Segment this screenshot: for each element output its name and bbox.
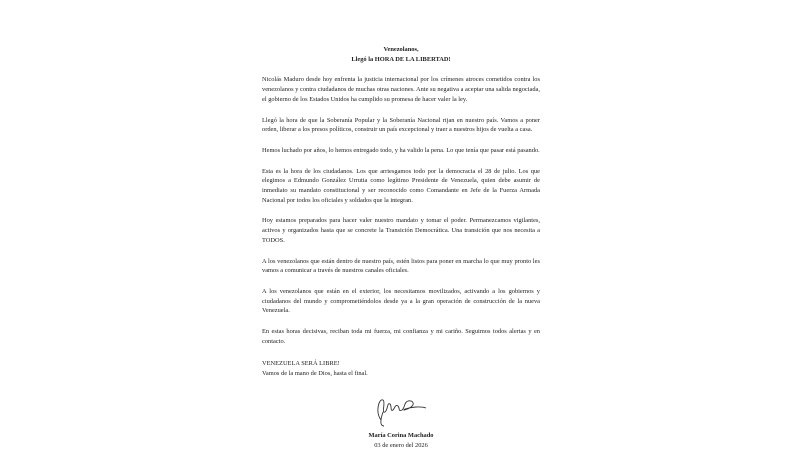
- paragraph: A los venezolanos que están dentro de nuestro país, estén listos para poner en marcha lo que muy pronto les vamos a comunicar a través de nuestros canales oficiales.: [262, 257, 540, 275]
- paragraph: A los venezolanos que están en el exterior, los necesitamos movilizados, activando a los gobiernos y ciudadanos del mundo y comprometiéndolos desde ya a la gran operación de construcción de la nueva Venezuela.: [262, 287, 540, 315]
- paragraph: Esta es la hora de los ciudadanos. Los que arriesgamos todo por la democracia el 28 de julio. Los que elegimos a Edmundo González Urrutia como legítimo Presidente de Venezuela, quien debe asumir de inmediato su mandato constitucional y ser reconocido como Comandante en Jefe de la Fuerza Armada Nacional por todos los oficiales y soldados que la integran.: [262, 167, 540, 204]
- paragraph: Llegó la hora de que la Soberanía Popular y la Soberanía Nacional rijan en nuestro país. Vamos a poner orden, liberar a los presos políticos, construir un país excepcional y traer a nuestros hijos de vuelta a casa.: [262, 116, 540, 134]
- signer-name: María Corina Machado: [368, 431, 434, 439]
- signature-image: [371, 392, 431, 428]
- paragraph: Hoy estamos preparados para hacer valer nuestro mandato y tomar el poder. Permanezcamos vigilantes, activos y organizados hasta que se concrete la Transición Democrática. Una transición que nos necesita a TODOS.: [262, 217, 540, 244]
- salutation: Venezolanos,: [383, 46, 419, 53]
- paragraph: Hemos luchado por años, lo hemos entregado todo, y ha valido la pena. Lo que tenía que pasar está pasando.: [262, 146, 540, 154]
- letter-date: 03 de enero del 2026: [374, 441, 428, 449]
- closing-line: VENEZUELA SERÁ LIBRE!: [262, 360, 340, 368]
- headline: Llegó la HORA DE LA LIBERTAD!: [351, 55, 451, 63]
- paragraph: Nicolás Maduro desde hoy enfrenta la justicia internacional por los crímenes atroces cometidos contra los venezolanos y contra ciudadanos de muchas otras naciones. Ante su negativa a aceptar una salida negociada, el gobierno de los Estados Unidos ha cumplido su promesa de hacer valer la ley.: [262, 76, 540, 103]
- letter: [262, 45, 540, 450]
- paragraph: En estas horas decisivas, reciban toda mi fuerza, mi confianza y mi cariño. Seguimos todos alertas y en contacto.: [262, 328, 540, 345]
- closing-line: Vamos de la mano de Dios, hasta el final.: [262, 370, 368, 378]
